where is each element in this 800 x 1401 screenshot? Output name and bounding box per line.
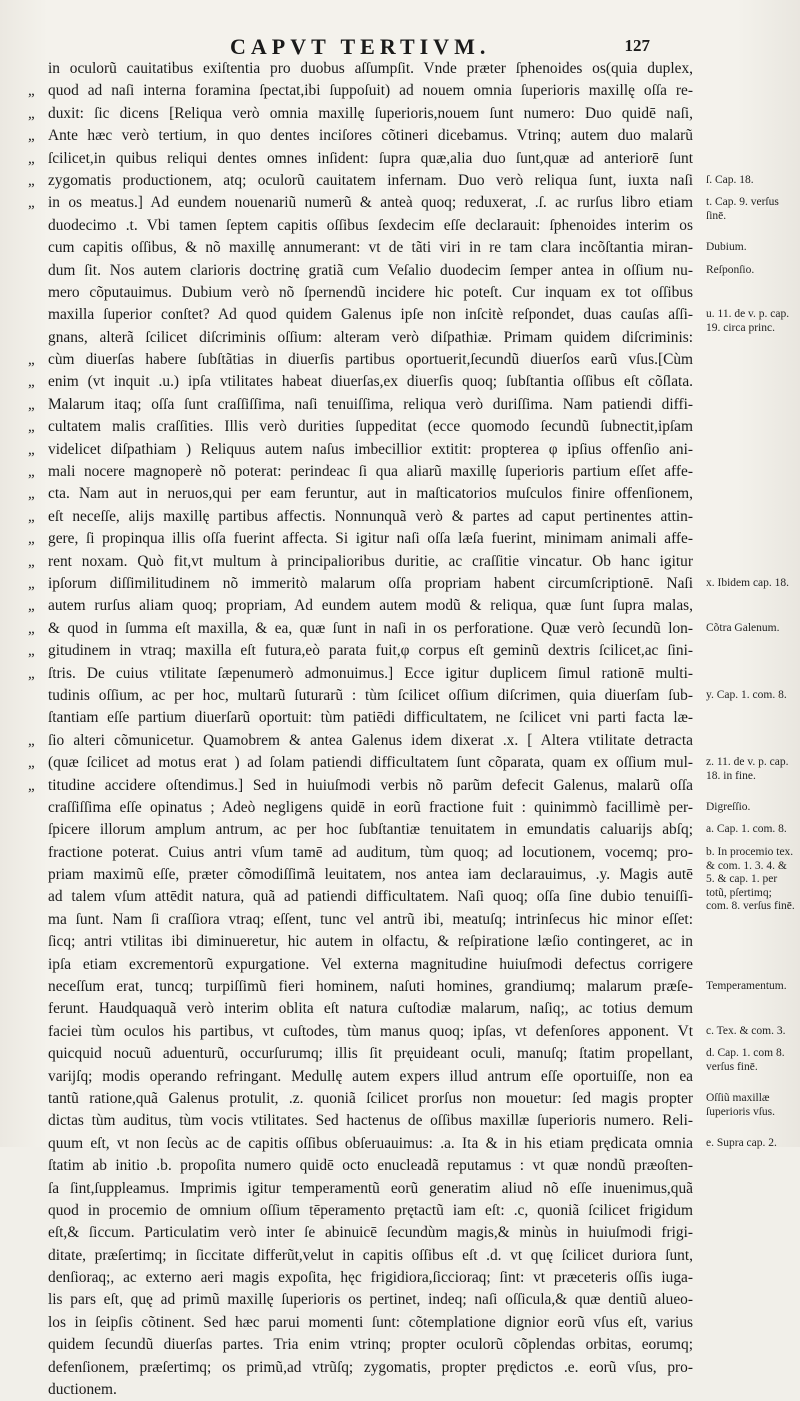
line-text: ſtatim ab initio .b. propoſita numero quidē octo enucleadã reputamus : vt quæ nondũ præoſten-: [48, 1157, 693, 1175]
line-text: dum ſit. Nos autem clarioris doctrinę gratiã cum Veſalio duodecim ſemper antea in oſſium nu-: [48, 261, 693, 279]
text-line: [28, 819, 693, 841]
line-text: quum eſt, vt non ſecùs ac de capitis oſſibus obſeruauimus: .a. Ita & in his etiam prędicata omnia: [48, 1134, 693, 1152]
line-text: ad talem vſum attēdit natura, quã ad patiendi difficultatem. Naſi quoq; oſſa ſine dubio tenuiſſi-: [48, 888, 693, 906]
text-line: [28, 775, 693, 797]
margin-note: d. Cap. 1. com 8. verſus finē.: [706, 1047, 785, 1073]
text-line: [28, 595, 693, 617]
text-line: [28, 282, 693, 304]
line-text: fractione poterat. Cuius antri vſum tamē ad auditum, tùm quoq; ad locutionem, vocemq; pro-: [48, 843, 693, 861]
line-text: tudinis oſſium, ac per hoc, multarũ ſuturarũ : tùm ſcilicet oſſium diſcrimen, quia diuerſam ſub-: [48, 686, 693, 704]
text-line: [28, 327, 693, 349]
line-text: eſt neceſſe, alijs maxillę partibus affectis. Nonnunquã verò & partes ad caput pertinentes attin-: [48, 507, 693, 525]
text-line: [28, 260, 693, 282]
line-text: autem rurſus aliam quoq; propriam, Ad eundem autem modũ & reliqua, quæ ſunt ſupra malas,: [48, 597, 693, 615]
quotation-mark: „: [28, 441, 35, 458]
line-text: priam maximũ eſſe, præter cõmodiſſimã leuitatem, nos antea iam declarauimus, .y. Magis autē: [48, 866, 693, 884]
text-line: [28, 1043, 693, 1065]
line-text: ductionem.: [48, 1381, 117, 1399]
quotation-mark: „: [28, 553, 35, 570]
text-line: [28, 931, 693, 953]
line-text: ſtris. De cuius vtilitate ſæpenumerò admonuimus.] Ecce igitur duplicem ſimul rationē multi-: [48, 664, 693, 682]
margin-note: e. Supra cap. 2.: [706, 1137, 777, 1149]
margin-note: x. Ibidem cap. 18.: [706, 577, 790, 589]
quotation-mark: „: [28, 486, 35, 503]
text-line: [28, 1222, 693, 1244]
quotation-mark: „: [28, 620, 35, 637]
page-number: 127: [624, 36, 650, 55]
line-text: tantũ ratione,quã Galenus protulit, .z. quoniã ſcilicet prorſus non mouetur: ſed magis propter: [48, 1089, 693, 1107]
line-text: mero cõputauimus. Dubium verò nõ ſpernendũ incidere hic poteſt. Cur inquam ex tot oſſibus: [48, 283, 693, 301]
text-line: [28, 1066, 693, 1088]
line-text: in os meatus.] Ad eundem nouenariũ numerũ & anteà quoq; reduxerat, .ſ. ac rurſus libro etiam: [48, 194, 693, 212]
quotation-mark: „: [28, 665, 35, 682]
text-line: [28, 1021, 693, 1043]
quotation-mark: „: [28, 83, 35, 100]
line-text: faciei tùm oculos his partibus, vt cuſtodes, tùm manus quoq; ipſas, vt defenſores apponent. Vt: [48, 1022, 693, 1040]
line-text: rent noxam. Quò fit,vt multum à principalioribus duritie, ac craſſitie vincatur. Ob hanc igitur: [48, 552, 693, 570]
line-text: ſio alteri cõmunicetur. Quamobrem & antea Galenus idem dixerat .x. [ Altera vtilitate detracta: [48, 731, 693, 749]
margin-note: ſ. Cap. 18.: [706, 174, 754, 186]
line-text: gere, ſi propinqua illis oſſa fuerint affecta. Si igitur naſi oſſa læſa fuerint, minimam animali affe-: [48, 530, 693, 548]
quotation-mark: „: [28, 575, 35, 592]
line-text: gitudinem in vtraq; maxilla eſt futura,eò parata fuit,φ corpus eſt geminũ dextris ſcilicet,ac ſini-: [48, 642, 693, 660]
text-line: [28, 1289, 693, 1311]
line-text: Ante hæc verò tertium, in quo dentes inciſores cõtineri dicebamus. Vtrinq; autem duo malarũ: [48, 127, 693, 145]
quotation-mark: „: [28, 374, 35, 391]
text-line: [28, 1267, 693, 1289]
quotation-mark: „: [28, 195, 35, 212]
text-line: [28, 551, 693, 573]
quotation-mark: „: [28, 464, 35, 481]
line-text: quod in procemio de omnium oſſium tēperamento prętactũ iam eſt: .c, quoniã ſcilicet frigidum: [48, 1201, 693, 1219]
margin-note: Oſſiũ maxillæ ſuperioris vſus.: [706, 1092, 775, 1118]
line-text: los in ſeipſis cõtinent. Sed hæc parui momenti ſunt: cõtemplatione dignior eorũ vſus eſt, varius: [48, 1313, 693, 1331]
text-line: [28, 461, 693, 483]
text-line: [28, 954, 693, 976]
line-text: maxilla ſuperior conſtet? Ad quod quidem Galenus ipſe non inſcitè reſpondet, duas cauſas aſſi-: [48, 306, 693, 324]
line-text: zygomatis productionem, atq; oculorũ cauitatem infernam. Duo verò reliqua ſunt, iuxta naſi: [48, 171, 693, 189]
text-line: [28, 1133, 693, 1155]
text-line: [28, 506, 693, 528]
line-text: ſicq; antri vtilitas ibi diminueretur, hic autem in olfactu, & reſpiratione læſio contingeret, ac in: [48, 933, 693, 951]
margin-note: Digreſſio.: [706, 801, 751, 813]
line-text: quicquid nocuũ aduenturũ, occurſurumq; illis ſit pręuideant oculi, manuſq; ſtatim propellant,: [48, 1045, 693, 1063]
line-text: titudine accidere oſtendimus.] Sed in huiuſmodi verbis nõ parũm defecit Galenus, malarũ oſſa: [48, 776, 693, 794]
line-text: denſioraq;, ac externo aeri magis expoſita, hęc frigidiora,ſicciorаq; ſint: vt præceteris oſſis iuga-: [48, 1269, 693, 1287]
line-text: ferunt. Haudquaquã verò interim oblita eſt natura cuſtodiæ malarum, naſiq;, ac totius demum: [48, 1000, 693, 1018]
margin-note: Cõtra Galenum.: [706, 622, 780, 634]
text-line: [28, 1155, 693, 1177]
text-line: [28, 125, 693, 147]
line-text: ma ſunt. Nam ſi craſſiora vtraq; eſſent, tunc vel antrũ ibi, meatuſq; intrinſecus hic minor eſſet:: [48, 910, 693, 928]
line-text: in oculorũ cauitatibus exiſtentia pro duobus aſſumpſit. Vnde præter ſphenoides os(quia duplex,: [48, 60, 693, 77]
running-head: CAPVT TERTIVM.: [230, 34, 491, 59]
text-line: [28, 685, 693, 707]
text-line: [28, 1200, 693, 1222]
line-text: craſſiſſima eſſe opinatus ; Adeò negligens quidē in eorũ fractione fuit : quinimmò facillimè per-: [48, 798, 693, 816]
text-line: [28, 394, 693, 416]
line-text: neceſſum erat, tuncq; turpiſſimũ fieri hominem, naſuti homines, grandiumq; malarum præſe-: [48, 978, 693, 996]
line-text: lis pars eſt, quę ad primũ maxillę ſuperioris os pertinet, indeq; naſi oſſicula,& quæ dentiũ alueo-: [48, 1291, 693, 1309]
line-text: cta. Nam aut in neruos,qui per eam feruntur, aut in maſticatorios muſculos finire offenſionem,: [48, 485, 693, 503]
line-text: cum capitis oſſibus, & nõ maxillę annumerant: vt de tãti viri in re tam clara incõſtantia miran-: [48, 239, 693, 257]
text-line: [28, 663, 693, 685]
page-header: [230, 34, 650, 60]
text-line: [28, 998, 693, 1020]
text-line: [28, 730, 693, 752]
text-line: [28, 1088, 693, 1110]
line-text: enim (vt inquit .u.) ipſa vtilitates habeat diuerſas,ex diuerſis quoq; ſubſtantia oſſibus eſt cõſlata.: [48, 373, 693, 391]
text-line: [28, 371, 693, 393]
line-text: defenſionem, præſertimq; os primũ,ad vtrũſq; zygomatis, propter prędictos .e. eorũ vſus, pro-: [48, 1358, 693, 1376]
quotation-mark: „: [28, 598, 35, 615]
text-line: [28, 170, 693, 192]
quotation-mark: „: [28, 419, 35, 436]
line-text: ipſorum diſſimilitudinem nõ immeritò malarum oſſa propriam habent circumſcriptionē. Naſi: [48, 574, 693, 592]
line-text: (quæ ſcilicet ad motus erat ) ad ſolam patiendi difficultatem ſunt cõparata, quam ex oſſium mul-: [48, 754, 693, 772]
margin-note: Temperamentum.: [706, 980, 787, 992]
quotation-mark: „: [28, 128, 35, 145]
text-line: [28, 886, 693, 908]
margin-note: b. In procemio tex. & com. 1. 3. 4. & 5. & cap. 1. per totũ, pſertimq; com. 8. verſus finē.: [706, 846, 795, 912]
text-line: [28, 103, 693, 125]
line-text: dictas tùm auditus, tùm vocis vtilitates. Sed hactenus de oſſibus maxillæ ſuperioris numero. Reli-: [48, 1112, 693, 1130]
line-text: duxit: ſic dicens [Reliqua verò omnia maxillę ſuperioris,nouem ſunt numero: Duo quidē naſi,: [48, 104, 693, 122]
line-text: quod ad naſi interna foramina ſpectat,ibi ſuppoſuit) ad nouem omnia ſuperioris maxillę oſſa re-: [48, 82, 693, 100]
line-text: ſa ſint,ſuppleamus. Imprimis igitur temperamentũ eorũ generatim aliud nõ eſſe inuenimus,quã: [48, 1179, 693, 1197]
text-line: [28, 797, 693, 819]
margin-note: a. Cap. 1. com. 8.: [706, 823, 787, 835]
text-line: [28, 237, 693, 259]
line-text: varijſq; modis operando refringant. Medullę autem expers illud antrum eſſe oportuiſſe, non ea: [48, 1067, 693, 1085]
text-line: [28, 707, 693, 729]
quotation-mark: „: [28, 755, 35, 772]
margin-note: t. Cap. 9. verſus ſinē.: [706, 196, 779, 222]
text-line: [28, 1379, 693, 1401]
line-text: Malarum itaq; oſſa ſunt craſſiſſima, naſi tenuiſſima, reliqua verò duriſſima. Nam patiendi diffi-: [48, 395, 693, 413]
text-line: [28, 58, 693, 80]
text-line: [28, 439, 693, 461]
text-line: [28, 640, 693, 662]
quotation-mark: „: [28, 396, 35, 413]
text-line: [28, 148, 693, 170]
text-line: [28, 1245, 693, 1267]
text-line: [28, 618, 693, 640]
text-line: [28, 80, 693, 102]
text-line: [28, 1334, 693, 1356]
text-line: [28, 416, 693, 438]
quotation-mark: „: [28, 643, 35, 660]
line-text: cultatem malis craſſities. Illis verò durities ſuppeditat (ecce quomodo ſecundũ ſubnectit,ipſam: [48, 418, 693, 436]
text-line: [28, 304, 693, 326]
text-line: [28, 192, 693, 214]
line-text: ſcilicet,in quibus reliqui dentes omnes inſident: ſupra quæ,alia duo ſunt,quæ ad anteriorē ſunt: [48, 149, 693, 167]
main-text-column: [28, 58, 693, 1401]
margin-note: Reſponſio.: [706, 264, 755, 276]
text-line: [28, 573, 693, 595]
margin-note: c. Tex. & com. 3.: [706, 1025, 786, 1037]
line-text: videlicet diſpathiam ) Reliquus autem naſus imbecillior extitit: propterea φ ipſius offenſio ani-: [48, 440, 693, 458]
text-line: [28, 752, 693, 774]
text-line: [28, 909, 693, 931]
text-line: [28, 215, 693, 237]
margin-note: u. 11. de v. p. cap. 19. circa princ.: [706, 308, 790, 334]
line-text: ditate, præſertimq; in ſiccitate differũt,velut in capitis oſſibus eſt .d. vt quę ſcilicet duriora ſunt,: [48, 1246, 693, 1264]
line-text: cùm diuerſas habere ſubſtãtias in diuerſis partibus oportuerit,ſecundũ diuerſos earũ vſus.[Cùm: [48, 351, 693, 369]
line-text: quidem ſecundũ diuerſas partes. Tria enim vtrinq; propter oculorũ cõplendas orbitas, eorumq;: [48, 1336, 693, 1354]
text-line: [28, 1357, 693, 1379]
line-text: duodecimo .t. Vbi tamen ſeptem capitis oſſibus ſexdecim eſſe declarauit: ſphenoides interim os: [48, 216, 693, 234]
margin-note: z. 11. de v. p. cap. 18. in fine.: [706, 756, 789, 782]
quotation-mark: „: [28, 508, 35, 525]
quotation-mark: „: [28, 531, 35, 548]
line-text: ipſa etiam excrementorũ expurgatione. Vel externa magnitudine huiuſmodi defectus corrigere: [48, 955, 693, 973]
quotation-mark: „: [28, 352, 35, 369]
text-line: [28, 976, 693, 998]
text-line: [28, 349, 693, 371]
text-line: [28, 528, 693, 550]
line-text: eſt,& ſiccum. Particulatim verò inter ſe abinuicē ſecundùm magis,& minùs in huiuſmodi frigi-: [48, 1224, 693, 1242]
line-text: gnans, alterã ſcilicet diſcriminis oſſium: alteram verò diſpathiæ. Primam quidem diſcriminis:: [48, 328, 693, 346]
text-line: [28, 842, 693, 864]
text-line: [28, 483, 693, 505]
text-line: [28, 1178, 693, 1200]
quotation-mark: „: [28, 172, 35, 189]
quotation-mark: „: [28, 777, 35, 794]
line-text: ſpicere illorum amplum antrum, ac per hoc ſubſtantiæ tenuitatem in emundatis caluarijs abſq;: [48, 821, 693, 839]
line-text: ſtantiam eſſe partium diuerſarũ oportuit: tùm patiēdi difficultatem, ne ſcilicet vni parti facta læ-: [48, 709, 693, 727]
line-text: & quod in ſumma eſt maxilla, & ea, quæ ſunt in naſi in os perforatione. Quæ verò ſecundũ lon-: [48, 619, 693, 637]
margin-note: Dubium.: [706, 241, 747, 253]
quotation-mark: „: [28, 150, 35, 167]
margin-note: y. Cap. 1. com. 8.: [706, 689, 787, 701]
text-line: [28, 864, 693, 886]
quotation-mark: „: [28, 732, 35, 749]
text-line: [28, 1110, 693, 1132]
quotation-mark: „: [28, 105, 35, 122]
line-text: mali nocere magnoperè nõ poterat: perindeac ſi qua aliarũ maxillę ſuperioris partium eſſet affe-: [48, 463, 693, 481]
text-line: [28, 1312, 693, 1334]
